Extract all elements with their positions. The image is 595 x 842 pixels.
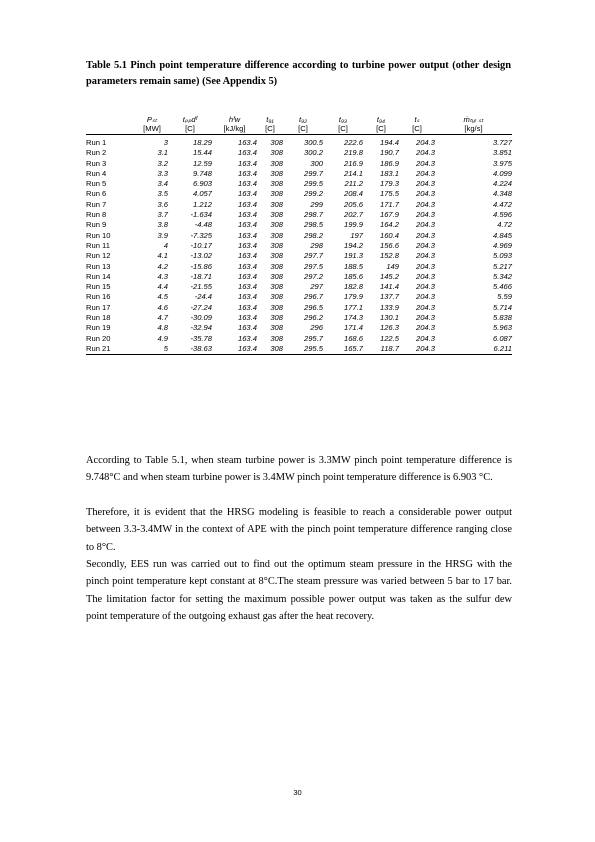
table-cell: 190.7: [379, 148, 399, 158]
table-header: hᶠw [kJ/kg]: [212, 104, 257, 135]
table-cell: -24.4: [194, 292, 212, 302]
table-cell: 4.057: [192, 189, 212, 199]
table-cell: 186.9: [379, 158, 399, 168]
table-cell: 4.4: [157, 282, 168, 292]
table-cell: 5: [136, 344, 168, 355]
table-cell: 183.1: [379, 168, 399, 178]
table-cell: 295.5: [283, 344, 323, 355]
table-cell: 163.4: [237, 333, 257, 343]
table-cell: -30.09: [190, 313, 212, 323]
table-cell: 204.3: [415, 210, 435, 220]
table-cell: 160.4: [379, 230, 399, 240]
table-cell: 3.4: [157, 179, 168, 189]
table-cell: 308: [270, 313, 283, 323]
table-row: [86, 169, 512, 179]
table-cell: 308: [270, 292, 283, 302]
table-row: [86, 272, 512, 282]
table-cell: 4.969: [492, 240, 512, 250]
table-cell: 308: [270, 240, 283, 250]
table-header: t₉₂ [C]: [283, 104, 323, 135]
table-cell: 182.8: [343, 282, 363, 292]
table-cell: 3.3: [157, 168, 168, 178]
table-cell: 3.5: [157, 189, 168, 199]
table-row: [86, 148, 512, 158]
table-cell: 297.7: [303, 251, 323, 261]
table-cell: 163.4: [237, 292, 257, 302]
table-cell: -10.17: [190, 240, 212, 250]
table-cell: 163.4: [237, 210, 257, 220]
table-cell: 3.2: [157, 158, 168, 168]
table-cell: 299: [310, 199, 323, 209]
table-cell: 4.596: [492, 210, 512, 220]
table-cell: 308: [270, 261, 283, 271]
table-cell: 204.3: [415, 148, 435, 158]
page-number: 30: [293, 788, 302, 797]
table-cell: 5.59: [497, 292, 512, 302]
table-cell: 137.7: [379, 292, 399, 302]
table-cell: 3: [163, 138, 168, 147]
table-cell: 308: [270, 199, 283, 209]
table-cell: 300: [310, 158, 323, 168]
table-cell: 130.1: [379, 313, 399, 323]
table-cell: 308: [270, 138, 283, 147]
table-cell: 171.7: [379, 199, 399, 209]
table-cell: 300.5: [303, 138, 323, 147]
table-cell: 163.4: [237, 168, 257, 178]
table-header-run: [86, 104, 136, 135]
run-label-cell: Run 5: [86, 179, 107, 189]
paragraph: According to Table 5.1, when steam turbine power is 3.3MW pinch point temperature difference is 9.748°C and when steam turbine power is 3.4MW pinch point temperature difference is 6.903 °C.: [86, 455, 512, 484]
table-cell: 12.59: [192, 158, 212, 168]
table-row: [86, 251, 512, 261]
table-cell: 204.3: [415, 333, 435, 343]
table-row: [86, 220, 512, 230]
table-cell: 3.975: [492, 158, 512, 168]
table-header: t₉₃ [C]: [323, 104, 363, 135]
table-cell: 15.44: [192, 148, 212, 158]
table-cell: 296: [310, 323, 323, 333]
table-cell: 204.3: [415, 158, 435, 168]
table-cell: 298.7: [303, 210, 323, 220]
table-header: t₉₁ [C]: [257, 104, 283, 135]
table-cell: 163.4: [237, 199, 257, 209]
table-cell: 3.8: [157, 220, 168, 230]
table-cell: 214.1: [343, 168, 363, 178]
table-cell: 204.3: [415, 313, 435, 323]
table-cell: 188.5: [343, 261, 363, 271]
table-row: [86, 303, 512, 313]
table-cell: 3.851: [492, 148, 512, 158]
table-cell: 4.9: [157, 333, 168, 343]
table-cell: -21.55: [190, 282, 212, 292]
table-cell: 118.7: [363, 344, 399, 355]
table-cell: 308: [270, 179, 283, 189]
table-row: [86, 210, 512, 220]
table-cell: 5.714: [492, 302, 512, 312]
table-cell: 1.212: [192, 199, 212, 209]
table-cell: 3.7: [157, 210, 168, 220]
table-cell: 152.8: [379, 251, 399, 261]
table-cell: 5.466: [492, 282, 512, 292]
table-cell: 194.4: [379, 138, 399, 147]
table-cell: 197: [350, 230, 363, 240]
table-cell: 4.099: [492, 168, 512, 178]
table-cell: 3.727: [492, 138, 512, 147]
table-cell: 122.5: [379, 333, 399, 343]
table-cell: 308: [270, 302, 283, 312]
table-cell: 296.2: [303, 313, 323, 323]
table-row: [86, 231, 512, 241]
run-label-cell: Run 7: [86, 199, 107, 209]
table-cell: 308: [270, 158, 283, 168]
run-label-cell: Run 11: [86, 240, 110, 250]
table-cell: 163.4: [237, 240, 257, 250]
table-cell: 168.6: [343, 333, 363, 343]
table-cell: 299.2: [303, 189, 323, 199]
table-cell: 4: [163, 240, 168, 250]
table-cell: 4.6: [157, 302, 168, 312]
table-cell: 308: [270, 210, 283, 220]
table-cell: 18.29: [192, 138, 212, 147]
table-cell: 4.5: [157, 292, 168, 302]
table-cell: 297: [310, 282, 323, 292]
table-cell: -1.634: [190, 210, 212, 220]
table-cell: 4.845: [492, 230, 512, 240]
table-cell: 6.211: [435, 344, 512, 355]
table-cell: 308: [270, 271, 283, 281]
table-header: ṁₜᵤᵣ ₛₜ [kg/s]: [435, 104, 512, 135]
table-cell: -35.78: [190, 333, 212, 343]
table-cell: 204.3: [415, 138, 435, 147]
table-cell: 164.2: [379, 220, 399, 230]
table-cell: 156.6: [379, 240, 399, 250]
run-label-cell: Run 10: [86, 230, 111, 240]
run-label-cell: Run 17: [86, 302, 111, 312]
run-label-cell: Run 1: [86, 138, 107, 147]
table-cell: 211.2: [344, 179, 363, 189]
table-cell: 5.963: [492, 323, 512, 333]
run-label-cell: Run 18: [86, 313, 111, 323]
table-body: [86, 135, 512, 355]
table-header: Pₛₜ [MW]: [136, 104, 168, 135]
table-cell: 163.4: [237, 189, 257, 199]
table-cell: 296.7: [303, 292, 323, 302]
run-label-cell: Run 3: [86, 158, 107, 168]
table-row: [86, 334, 512, 344]
run-label-cell: Run 20: [86, 333, 111, 343]
table-cell: 204.3: [415, 292, 435, 302]
table-cell: 300.2: [303, 148, 323, 158]
table-row: [86, 241, 512, 251]
table-cell: 308: [257, 344, 283, 355]
table-cell: 204.3: [415, 220, 435, 230]
table-cell: 179.9: [343, 292, 363, 302]
table-row: [86, 323, 512, 333]
table-cell: 298.2: [303, 230, 323, 240]
table-row: [86, 200, 512, 210]
table-cell: 308: [270, 323, 283, 333]
table-cell: 163.4: [237, 313, 257, 323]
table-cell: 163.4: [237, 271, 257, 281]
table-cell: 6.087: [492, 333, 512, 343]
table-cell: 5.217: [492, 261, 512, 271]
run-label-cell: Run 14: [86, 271, 111, 281]
table-cell: -4.48: [194, 220, 212, 230]
table-cell: 163.4: [237, 302, 257, 312]
table-cell: 204.3: [399, 344, 435, 355]
table-cell: 174.3: [343, 313, 363, 323]
paragraph: Therefore, it is evident that the HRSG modeling is feasible to reach a considerable power output between 3.3-3.4MW in the context of APE with the pinch point temperature difference ranging close to 8°C.: [86, 507, 512, 553]
table-cell: 4.3: [157, 271, 168, 281]
table-cell: 141.4: [379, 282, 399, 292]
table-cell: 163.4: [237, 230, 257, 240]
table-row: [86, 159, 512, 169]
table-cell: 297.5: [303, 261, 323, 271]
table-cell: 5.093: [492, 251, 512, 261]
run-label-cell: Run 16: [86, 292, 111, 302]
run-label-cell: Run 4: [86, 168, 107, 178]
table-cell: -15.86: [190, 261, 212, 271]
table-cell: 175.5: [379, 189, 399, 199]
table-cell: 202.7: [343, 210, 363, 220]
table-cell: 3.9: [157, 230, 168, 240]
table-cell: 163.4: [237, 323, 257, 333]
table-cell: 149: [386, 261, 399, 271]
table-cell: 5.838: [492, 313, 512, 323]
table-cell: 308: [270, 230, 283, 240]
table-cell: 298: [310, 240, 323, 250]
run-label-cell: Run 19: [86, 323, 111, 333]
table-cell: -7.325: [190, 230, 212, 240]
table-cell: 163.4: [237, 261, 257, 271]
table-cell: 308: [270, 148, 283, 158]
table-cell: 163.4: [237, 158, 257, 168]
table-cell: 163.4: [212, 344, 257, 355]
table-cell: 163.4: [237, 148, 257, 158]
table-cell: 4.348: [492, 189, 512, 199]
table-cell: 177.1: [343, 302, 363, 312]
table-cell: 222.6: [343, 138, 363, 147]
table-cell: 194.2: [343, 240, 363, 250]
table-cell: -27.24: [190, 302, 212, 312]
run-label-cell: Run 9: [86, 220, 107, 230]
table-cell: 208.4: [343, 189, 363, 199]
table-cell: 185.6: [343, 271, 363, 281]
table-cell: 296.5: [303, 302, 323, 312]
table-cell: 179.3: [379, 179, 399, 189]
table-cell: 204.3: [415, 251, 435, 261]
run-label-cell: Run 15: [86, 282, 111, 292]
table-caption: Table 5.1 Pinch point temperature difference according to turbine power output (other design parameters remain same) (See Appendix 5): [86, 60, 511, 87]
table-cell: 204.3: [415, 230, 435, 240]
table-cell: 5.342: [492, 271, 512, 281]
table-cell: 167.9: [379, 210, 399, 220]
table-cell: 133.9: [379, 302, 399, 312]
table-cell: 299.7: [303, 168, 323, 178]
table-header: t₉₄ [C]: [363, 104, 399, 135]
table-cell: 204.3: [415, 323, 435, 333]
table-cell: 6.903: [192, 179, 212, 189]
table-cell: 298.5: [303, 220, 323, 230]
table-cell: 204.3: [415, 302, 435, 312]
table-cell: 165.7: [323, 344, 363, 355]
table-cell: 191.3: [343, 251, 363, 261]
table-cell: 308: [270, 333, 283, 343]
pinch-point-table: [86, 104, 512, 355]
table-cell: 163.4: [237, 251, 257, 261]
table-cell: 308: [270, 251, 283, 261]
table-cell: -13.02: [190, 251, 212, 261]
table-cell: 204.3: [415, 271, 435, 281]
table-cell: 163.4: [237, 179, 257, 189]
paragraph: Secondly, EES run was carried out to find out the optimum steam pressure in the HRSG with the pinch point temperature kept constant at 8°C.The steam pressure was varied between 5 bar to 17 bar. The limitation factor for setting the maximum possible power output was taken as the sulfur dew point temperature of the outgoing exhaust gas after the heat recovery.: [86, 559, 512, 623]
table-cell: 308: [270, 220, 283, 230]
run-label-cell: Run 21: [86, 344, 136, 355]
table-row: [86, 344, 512, 355]
table-cell: 126.3: [379, 323, 399, 333]
table-cell: 204.3: [415, 179, 435, 189]
run-label-cell: Run 8: [86, 210, 107, 220]
table-cell: 163.4: [237, 220, 257, 230]
table-cell: -18.71: [190, 271, 212, 281]
table-row: [86, 292, 512, 302]
table-cell: 204.3: [415, 282, 435, 292]
table-cell: 204.3: [415, 168, 435, 178]
run-label-cell: Run 6: [86, 189, 107, 199]
table-cell: 204.3: [415, 189, 435, 199]
table-header-row: [86, 104, 512, 135]
table-cell: -32.94: [190, 323, 212, 333]
table-header: tₚₚdᶠ [C]: [168, 104, 212, 135]
table-cell: 4.1: [157, 251, 168, 261]
table-row: [86, 135, 512, 149]
table-cell: -38.63: [168, 344, 212, 355]
table-cell: 4.2: [157, 261, 168, 271]
table-cell: 163.4: [237, 282, 257, 292]
table-cell: 4.72: [497, 220, 512, 230]
table-cell: 4.7: [157, 313, 168, 323]
table-cell: 219.8: [343, 148, 363, 158]
table-cell: 216.9: [343, 158, 363, 168]
table-row: [86, 179, 512, 189]
table-cell: 4.472: [492, 199, 512, 209]
run-label-cell: Run 12: [86, 251, 111, 261]
table-row: [86, 313, 512, 323]
table-row: [86, 189, 512, 199]
table-cell: 297.2: [303, 271, 323, 281]
table-cell: 308: [270, 282, 283, 292]
table-header: tₛ [C]: [399, 104, 435, 135]
run-label-cell: Run 13: [86, 261, 111, 271]
table-cell: 204.3: [415, 240, 435, 250]
table-cell: 145.2: [379, 271, 399, 281]
table-cell: 163.4: [237, 138, 257, 147]
table-cell: 4.224: [492, 179, 512, 189]
table-cell: 295.7: [303, 333, 323, 343]
table-cell: 205.6: [343, 199, 363, 209]
table-row: [86, 282, 512, 292]
table-cell: 171.4: [343, 323, 363, 333]
table-row: [86, 262, 512, 272]
run-label-cell: Run 2: [86, 148, 107, 158]
table-cell: 204.3: [415, 261, 435, 271]
table-cell: 308: [270, 168, 283, 178]
table-cell: 3.1: [157, 148, 168, 158]
table-cell: 204.3: [415, 199, 435, 209]
table-cell: 199.9: [343, 220, 363, 230]
table-cell: 9.748: [192, 168, 212, 178]
table-cell: 299.5: [303, 179, 323, 189]
table-cell: 3.6: [157, 199, 168, 209]
table-cell: 308: [270, 189, 283, 199]
table-cell: 4.8: [157, 323, 168, 333]
